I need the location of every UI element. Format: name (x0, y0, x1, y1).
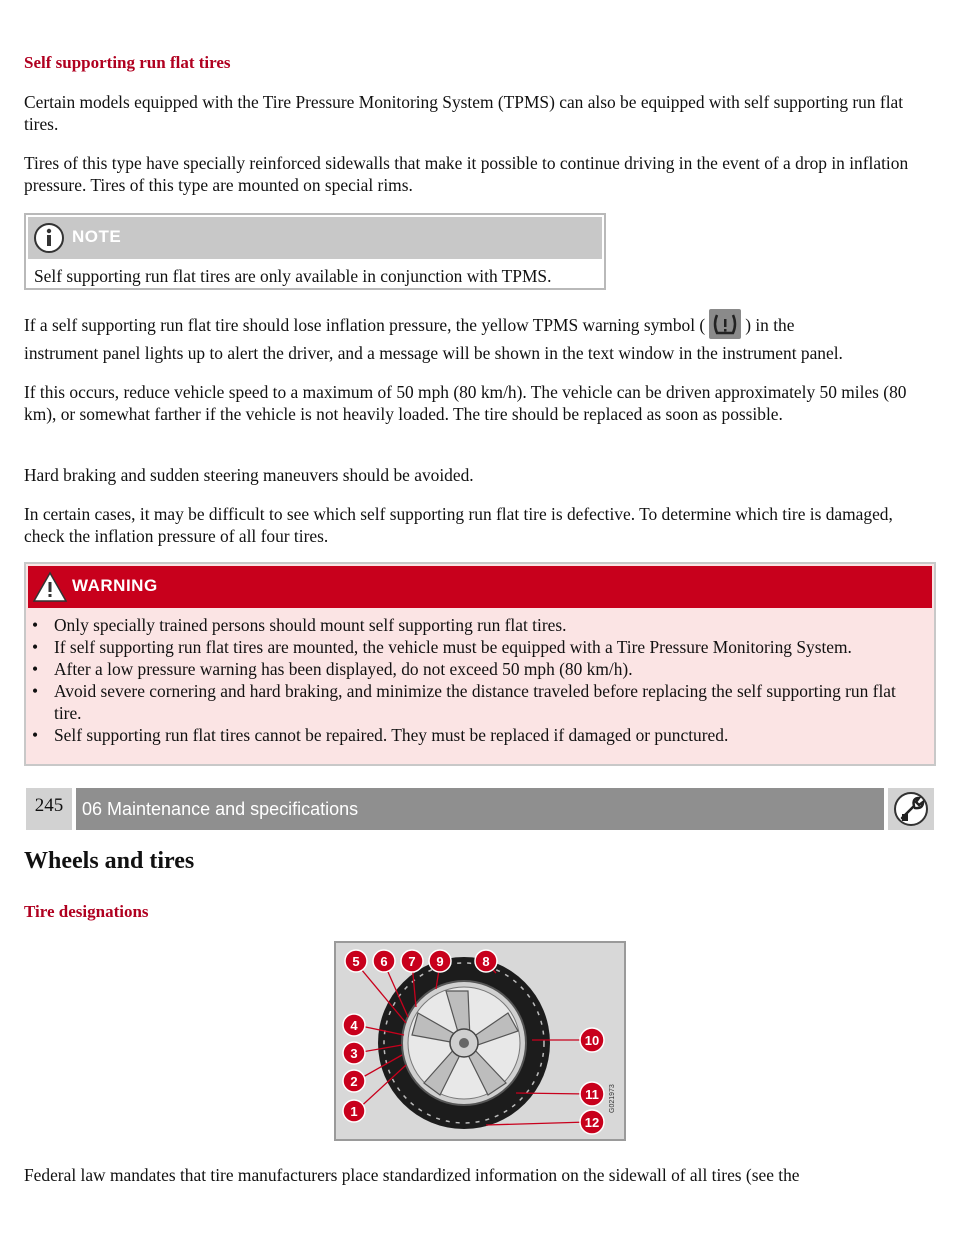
wrench-icon (888, 788, 934, 830)
svg-text:6: 6 (380, 954, 388, 969)
note-header (28, 217, 602, 259)
list-item: • If self supporting run flat tires are mounted, the vehicle must be equipped with a Tire Pressure Monitoring System. (32, 637, 852, 657)
section-bar (24, 788, 936, 830)
note-box (24, 213, 606, 290)
note-text: Self supporting run flat tires are only available in conjunction with TPMS. (34, 266, 552, 286)
paragraph: Certain models equipped with the Tire Pressure Monitoring System (TPMS) can also be equipped with self supporting run flat tires. (24, 92, 904, 134)
note-title: NOTE (72, 227, 122, 246)
paragraph: Hard braking and sudden steering maneuvers should be avoided. (24, 465, 474, 485)
page-number: 245 (26, 788, 72, 830)
warning-list (26, 614, 926, 746)
callout-4 (343, 1014, 365, 1036)
svg-text:12: 12 (584, 1115, 600, 1130)
tpms-warning-icon (709, 309, 741, 339)
callout-6 (373, 950, 395, 972)
subheading-tire-designations: Tire designations (24, 902, 149, 921)
svg-text:9: 9 (436, 954, 444, 969)
paragraph: In certain cases, it may be difficult to see which self supporting run flat tire is defective. To determine which tire is damaged, check the inflation pressure of all four tires. (24, 504, 893, 546)
svg-text:11: 11 (585, 1087, 599, 1102)
chapter-title: 06 Maintenance and specifications (76, 788, 884, 830)
callout-1 (343, 1100, 365, 1122)
list-item: • After a low pressure warning has been displayed, do not exceed 50 mph (80 km/h). (32, 659, 633, 679)
warning-header (28, 566, 932, 608)
warning-box (24, 562, 936, 766)
chapter-icon-box (888, 788, 934, 830)
list-item: • Only specially trained persons should mount self supporting run flat tires. (32, 615, 567, 635)
svg-text:1: 1 (350, 1104, 358, 1119)
svg-text:4: 4 (350, 1018, 358, 1033)
callout-7 (401, 950, 423, 972)
callout-11 (580, 1082, 604, 1106)
list-item: • Self supporting run flat tires cannot be repaired. They must be replaced if damaged or punctured. (32, 725, 729, 745)
paragraph-tpms: If a self supporting run flat tire should lose inflation pressure, the yellow TPMS warning symbol ( ) in the (24, 312, 934, 342)
callout-12 (580, 1110, 604, 1134)
callout-3 (343, 1042, 365, 1064)
callout-8 (475, 950, 497, 972)
callout-5 (345, 950, 367, 972)
paragraph: instrument panel lights up to alert the driver, and a message will be shown in the text window in the instrument panel. (24, 343, 843, 363)
svg-text:7: 7 (408, 954, 416, 969)
svg-text:2: 2 (350, 1074, 358, 1089)
main-heading: Wheels and tires (24, 848, 195, 874)
paragraph: If this occurs, reduce vehicle speed to a maximum of 50 mph (80 km/h). The vehicle can be driven approximately 50 miles (80 km), or somewhat farther if the vehicle is not heavily loaded. The tire should be replaced as soon as possible. (24, 382, 907, 424)
svg-text:10: 10 (584, 1033, 600, 1048)
svg-text:5: 5 (352, 954, 360, 969)
warning-triangle-icon (32, 570, 68, 604)
tire-designation-figure (334, 941, 626, 1141)
callout-10 (580, 1028, 604, 1052)
paragraph: Tires of this type have specially reinforced sidewalls that make it possible to continue driving in the event of a drop in inflation pressure. Tires of this type are mounted on special rims. (24, 153, 909, 195)
warning-title: WARNING (72, 576, 158, 595)
figure-code: G021973 (609, 1084, 616, 1113)
svg-text:8: 8 (482, 954, 490, 969)
callout-2 (343, 1070, 365, 1092)
list-item: • Avoid severe cornering and hard braking, and minimize the distance traveled before replacing the self supporting run flat tire. (32, 681, 896, 723)
section-heading-run-flat: Self supporting run flat tires (24, 53, 231, 72)
info-icon (32, 221, 66, 255)
svg-text:3: 3 (350, 1046, 358, 1061)
paragraph: Federal law mandates that tire manufacturers place standardized information on the sidewall of all tires (see the (24, 1165, 800, 1185)
callout-9 (429, 950, 451, 972)
